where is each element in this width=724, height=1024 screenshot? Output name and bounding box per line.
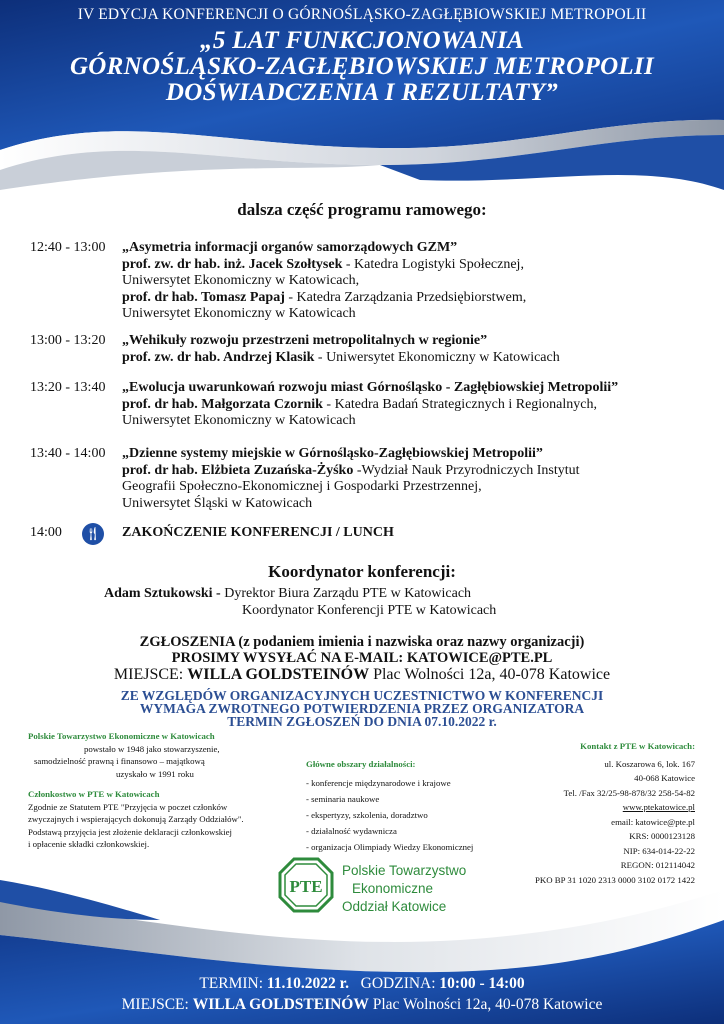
coordinator-block <box>104 586 496 619</box>
coordinator-role-2: Koordynator Konferencji PTE w Katowicach <box>242 602 497 618</box>
speaker-affiliation-cont: Uniwersytet Ekonomiczny w Katowicach <box>122 413 356 428</box>
schedule-item <box>30 380 710 430</box>
society-line: samodzielność prawną i finansowo – majątkową <box>34 756 205 766</box>
schedule-item <box>30 240 710 320</box>
contact-heading: Kontakt z PTE w Katowicach: <box>580 741 695 751</box>
society-info <box>28 730 268 851</box>
logo-line: Polskie Towarzystwo <box>342 863 467 878</box>
coordinator-heading: Koordynator konferencji: <box>268 562 456 581</box>
society-text <box>28 743 268 756</box>
speaker-line <box>122 290 712 307</box>
speaker-name: prof. dr hab. Małgorzata Czornik <box>122 396 323 412</box>
schedule-time: 13:40 - 14:00 <box>30 446 106 461</box>
contact-email[interactable] <box>500 815 695 830</box>
talk-title: „Wehikuły rozwoju przestrzeni metropolitalnych w regionie” <box>122 333 488 348</box>
schedule-time: 13:00 - 13:20 <box>30 333 106 348</box>
speaker-line <box>122 397 712 414</box>
speaker-affiliation-cont: Uniwersytet Ekonomiczny w Katowicach, <box>122 273 360 288</box>
membership-line: Zgodnie ze Statutem PTE "Przyjęcia w poczet członków <box>28 801 228 812</box>
membership-line: zwyczajnych i wspierających dokonują Zarządy Oddziałów". <box>28 814 244 824</box>
speaker-affiliation: - Katedra Zarządzania Przedsiębiorstwem, <box>284 289 527 305</box>
coordinator-role: Dyrektor Biura Zarządu PTE w Katowicach <box>220 586 472 601</box>
speaker-affiliation: -Wydział Nauk Przyrodniczych Instytut <box>353 462 580 478</box>
speaker-name: prof. dr hab. Tomasz Papaj <box>122 289 285 305</box>
registration-email-line: PROSIMY WYSYŁAĆ NA E-MAIL: KATOWICE@PTE.PL <box>171 650 553 666</box>
program-subheading: dalsza część programu ramowego: <box>237 200 487 219</box>
notice-line: TERMIN ZGŁOSZEŃ DO DNIA 07.10.2022 r. <box>227 714 497 729</box>
schedule-body <box>122 446 712 512</box>
registration-line-1: ZGŁOSZENIA (z podaniem imienia i nazwiska oraz nazwy organizacji) <box>139 634 585 650</box>
contact-phone: Tel. /Fax 32/25-98-878/32 258-54-82 <box>563 787 695 798</box>
speaker-affiliation: - Uniwersytet Ekonomiczny w Katowicach <box>314 349 560 365</box>
speaker-affiliation: - Katedra Badań Strategicznych i Regionalnych, <box>322 396 597 412</box>
contact-website[interactable] <box>500 800 695 815</box>
contact-address: ul. Koszarowa 6, lok. 167 <box>604 758 695 769</box>
email-link[interactable]: email: katowice@pte.pl <box>611 816 695 827</box>
contact-nip: NIP: 634-014-22-22 <box>623 845 695 856</box>
society-line: powstało w 1948 jako stowarzyszenie, <box>84 743 220 754</box>
registration-block <box>0 634 724 666</box>
footer-venue-name: WILLA GOLDSTEINÓW <box>192 996 369 1013</box>
speaker-line <box>122 463 712 480</box>
hour-value: 10:00 - 14:00 <box>439 975 525 992</box>
title-line-3: DOŚWIADCZENIA I REZULTATY” <box>165 79 559 106</box>
membership-line: Podstawą przyjęcia jest złożenie deklaracji członkowskiej <box>28 826 232 837</box>
closing-label: ZAKOŃCZENIE KONFERENCJI / LUNCH <box>122 525 394 540</box>
society-heading: Polskie Towarzystwo Ekonomiczne w Katowicach <box>28 731 215 741</box>
speaker-line <box>122 350 712 367</box>
venue-name: WILLA GOLDSTEINÓW <box>187 666 370 683</box>
schedule-time: 12:40 - 13:00 <box>30 240 106 255</box>
participation-notice <box>0 689 724 728</box>
logo-monogram: PTE <box>289 877 323 896</box>
venue-line <box>0 666 724 684</box>
schedule-body <box>122 380 712 430</box>
activities-heading: Główne obszary działalności: <box>306 759 416 769</box>
contact-info <box>500 740 695 887</box>
schedule-body <box>122 333 712 366</box>
activity-item: - organizacja Olimpiady Wiedzy Ekonomicznej <box>306 841 474 852</box>
venue-label: MIEJSCE: <box>113 666 188 683</box>
term-label: TERMIN: <box>199 975 267 992</box>
schedule-body <box>122 240 712 323</box>
closing-time: 14:00 <box>30 525 62 540</box>
society-line: uzyskało w 1991 roku <box>116 768 194 779</box>
talk-title: „Ewolucja uwarunkowań rozwoju miast Górnośląsko - Zagłębiowskiej Metropolii” <box>122 380 619 395</box>
footer-date-line <box>0 975 724 993</box>
speaker-name: prof. zw. dr hab. inż. Jacek Szołtysek <box>122 256 343 272</box>
speaker-affiliation-cont: Uniwersytet Ekonomiczny w Katowicach <box>122 306 356 321</box>
term-value: 11.10.2022 r. <box>266 975 350 992</box>
contact-krs: KRS: 0000123128 <box>629 831 695 841</box>
logo-line: Ekonomiczne <box>352 881 434 896</box>
schedule-time: 13:20 - 13:40 <box>30 380 106 395</box>
footer-venue-label: MIEJSCE: <box>121 996 193 1013</box>
membership-line: i opłacenie składki członkowskiej. <box>28 839 150 849</box>
contact-bank-account: PKO BP 31 1020 2313 0000 3102 0172 1422 <box>535 874 695 885</box>
contact-regon: REGON: 012114042 <box>620 860 695 870</box>
notice-line: WYMAGA ZWROTNEGO POTWIERDZENIA PRZEZ ORGANIZATORA <box>139 701 585 716</box>
speaker-name: prof. zw. dr hab. Andrzej Klasik <box>122 349 315 365</box>
activity-item: - konferencje międzynarodowe i krajowe <box>306 777 451 788</box>
talk-title: „Dzienne systemy miejskie w Górnośląsko-Zagłębiowskiej Metropolii” <box>122 446 543 461</box>
cutlery-icon: 🍴︎ <box>82 523 104 545</box>
membership-heading: Członkostwo w PTE w Katowicach <box>28 789 160 799</box>
activity-item: - ekspertyzy, szkolenia, doradztwo <box>306 809 428 820</box>
footer-venue-line <box>0 996 724 1014</box>
activities-list <box>306 758 516 855</box>
venue-address: Plac Wolności 12a, 40-078 Katowice <box>369 666 611 683</box>
title-line-2: GÓRNOŚLĄSKO-ZAGŁĘBIOWSKIEJ METROPOLII <box>69 53 655 80</box>
conference-title <box>0 28 724 106</box>
footer-venue-address: Plac Wolności 12a, 40-078 Katowice <box>368 996 603 1013</box>
speaker-name: prof. dr hab. Elżbieta Zuzańska-Żyśko <box>122 462 354 478</box>
coordinator-name: Adam Sztukowski - <box>104 586 221 601</box>
notice-line: ZE WZGLĘDÓW ORGANIZACYJNYCH UCZESTNICTWO W KONFERENCJI <box>120 688 604 703</box>
edition-line: IV EDYCJA KONFERENCJI O GÓRNOŚLĄSKO-ZAGŁĘBIOWSKIEJ METROPOLII <box>77 6 647 23</box>
contact-city: 40-068 Katowice <box>634 773 695 783</box>
hour-label: GODZINA: <box>349 975 440 992</box>
activity-item: - działalność wydawnicza <box>306 825 397 836</box>
website-link[interactable]: www.ptekatowice.pl <box>622 802 695 812</box>
speaker-line <box>122 257 712 274</box>
speaker-affiliation-cont: Uniwersytet Śląski w Katowicach <box>122 495 313 511</box>
speaker-affiliation: - Katedra Logistyki Społecznej, <box>342 256 524 272</box>
talk-title: „Asymetria informacji organów samorządowych GZM” <box>122 240 458 255</box>
activity-item: - seminaria naukowe <box>306 793 380 804</box>
closing-item <box>30 525 394 541</box>
speaker-affiliation-cont: Geografii Społeczno-Ekonomicznej i Gospodarki Przestrzennej, <box>122 479 482 494</box>
schedule-item <box>30 446 710 512</box>
logo-line: Oddział Katowice <box>342 899 447 914</box>
title-line-1: „5 LAT FUNKCJONOWANIA <box>200 27 524 54</box>
schedule-item <box>30 333 710 367</box>
